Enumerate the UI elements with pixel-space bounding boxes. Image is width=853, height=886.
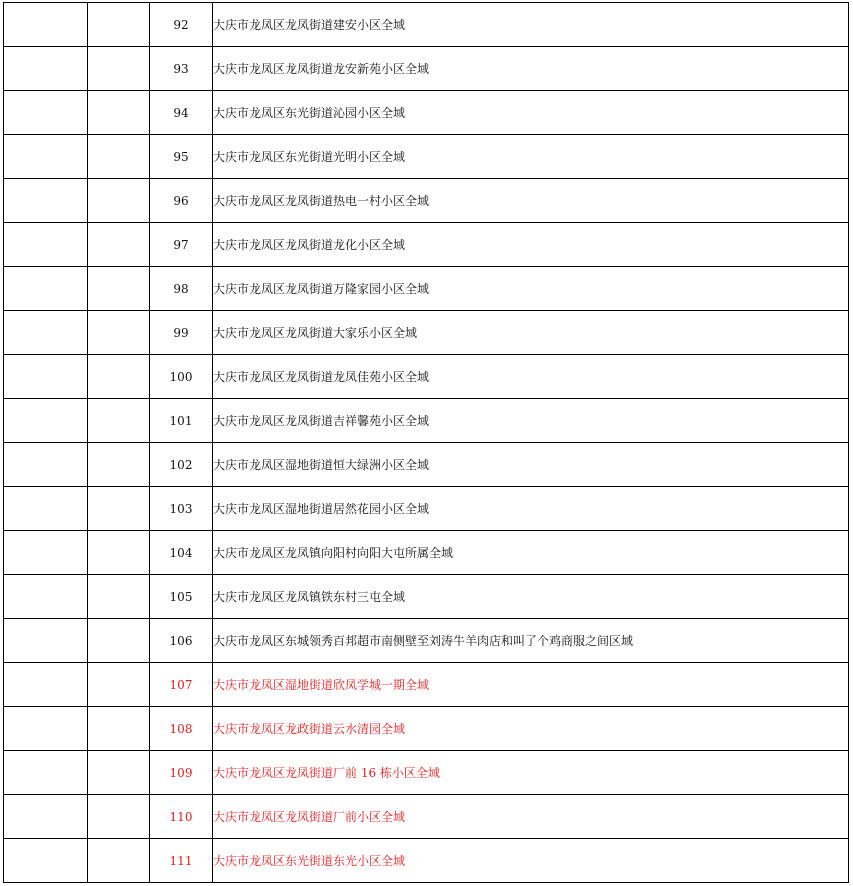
merged-blank-cell	[88, 531, 150, 575]
table-row	[4, 575, 849, 619]
merged-blank-cell	[4, 47, 88, 91]
row-number: 109	[150, 751, 213, 795]
row-number: 107	[150, 663, 213, 707]
merged-blank-cell	[88, 839, 150, 883]
area-description: 大庆市龙凤区东光街道沁园小区全域	[213, 91, 849, 135]
area-description: 大庆市龙凤区龙凤街道龙安新苑小区全域	[213, 47, 849, 91]
table-row	[4, 751, 849, 795]
table-row	[4, 663, 849, 707]
table-row	[4, 3, 849, 47]
merged-blank-cell	[88, 707, 150, 751]
merged-blank-cell	[88, 223, 150, 267]
area-description: 大庆市龙凤区龙凤街道建安小区全域	[213, 3, 849, 47]
table-row	[4, 487, 849, 531]
merged-blank-cell	[88, 443, 150, 487]
merged-blank-cell	[4, 135, 88, 179]
area-description: 大庆市龙凤区龙凤街道大家乐小区全域	[213, 311, 849, 355]
merged-blank-cell	[4, 575, 88, 619]
table-row	[4, 531, 849, 575]
merged-blank-cell	[4, 707, 88, 751]
merged-blank-cell	[4, 443, 88, 487]
area-description: 大庆市龙凤区龙凤街道厂前小区全域	[213, 795, 849, 839]
merged-blank-cell	[4, 355, 88, 399]
merged-blank-cell	[88, 355, 150, 399]
area-description: 大庆市龙凤区龙政街道云水清园全域	[213, 707, 849, 751]
row-number: 105	[150, 575, 213, 619]
table-row	[4, 399, 849, 443]
merged-blank-cell	[4, 795, 88, 839]
risk-area-table	[3, 2, 849, 883]
row-number: 95	[150, 135, 213, 179]
area-description: 大庆市龙凤区东城领秀百邦超市南侧壁至刘涛牛羊肉店和叫了个鸡商服之间区域	[213, 619, 849, 663]
merged-blank-cell	[88, 47, 150, 91]
area-description: 大庆市龙凤区湿地街道欣凤学城一期全域	[213, 663, 849, 707]
merged-blank-cell	[88, 311, 150, 355]
area-description: 大庆市龙凤区龙凤街道龙化小区全域	[213, 223, 849, 267]
merged-blank-cell	[4, 663, 88, 707]
merged-blank-cell	[88, 619, 150, 663]
table-row	[4, 707, 849, 751]
merged-blank-cell	[4, 3, 88, 47]
row-number: 93	[150, 47, 213, 91]
table-body	[4, 3, 849, 883]
merged-blank-cell	[4, 399, 88, 443]
row-number: 96	[150, 179, 213, 223]
merged-blank-cell	[88, 399, 150, 443]
merged-blank-cell	[4, 839, 88, 883]
area-description: 大庆市龙凤区湿地街道恒大绿洲小区全域	[213, 443, 849, 487]
area-description: 大庆市龙凤区龙凤镇铁东村三屯全域	[213, 575, 849, 619]
merged-blank-cell	[4, 531, 88, 575]
row-number: 92	[150, 3, 213, 47]
table-row	[4, 839, 849, 883]
merged-blank-cell	[88, 135, 150, 179]
merged-blank-cell	[88, 3, 150, 47]
area-description: 大庆市龙凤区龙凤街道热电一村小区全域	[213, 179, 849, 223]
merged-blank-cell	[4, 311, 88, 355]
merged-blank-cell	[88, 575, 150, 619]
area-description: 大庆市龙凤区龙凤街道万隆家园小区全域	[213, 267, 849, 311]
table-row	[4, 135, 849, 179]
merged-blank-cell	[88, 795, 150, 839]
table-row	[4, 355, 849, 399]
row-number: 111	[150, 839, 213, 883]
table-row	[4, 47, 849, 91]
row-number: 98	[150, 267, 213, 311]
merged-blank-cell	[88, 751, 150, 795]
table-row	[4, 179, 849, 223]
row-number: 110	[150, 795, 213, 839]
row-number: 104	[150, 531, 213, 575]
row-number: 102	[150, 443, 213, 487]
area-description: 大庆市龙凤区龙凤街道吉祥馨苑小区全域	[213, 399, 849, 443]
row-number: 106	[150, 619, 213, 663]
merged-blank-cell	[4, 751, 88, 795]
table-row	[4, 311, 849, 355]
row-number: 99	[150, 311, 213, 355]
area-description: 大庆市龙凤区东光街道东光小区全域	[213, 839, 849, 883]
merged-blank-cell	[4, 179, 88, 223]
merged-blank-cell	[4, 487, 88, 531]
area-description: 大庆市龙凤区东光街道光明小区全域	[213, 135, 849, 179]
merged-blank-cell	[4, 223, 88, 267]
merged-blank-cell	[88, 91, 150, 135]
merged-blank-cell	[4, 619, 88, 663]
merged-blank-cell	[88, 179, 150, 223]
merged-blank-cell	[88, 487, 150, 531]
merged-blank-cell	[4, 267, 88, 311]
table-row	[4, 223, 849, 267]
table-row	[4, 91, 849, 135]
row-number: 101	[150, 399, 213, 443]
area-description: 大庆市龙凤区湿地街道居然花园小区全域	[213, 487, 849, 531]
row-number: 97	[150, 223, 213, 267]
table-row	[4, 619, 849, 663]
merged-blank-cell	[88, 663, 150, 707]
table-row	[4, 267, 849, 311]
row-number: 100	[150, 355, 213, 399]
area-description: 大庆市龙凤区龙凤镇向阳村向阳大屯所属全域	[213, 531, 849, 575]
area-description: 大庆市龙凤区龙凤街道厂前 16 栋小区全域	[213, 751, 849, 795]
row-number: 108	[150, 707, 213, 751]
table-row	[4, 443, 849, 487]
table-row	[4, 795, 849, 839]
merged-blank-cell	[88, 267, 150, 311]
area-description: 大庆市龙凤区龙凤街道龙凤佳苑小区全域	[213, 355, 849, 399]
merged-blank-cell	[4, 91, 88, 135]
row-number: 94	[150, 91, 213, 135]
row-number: 103	[150, 487, 213, 531]
